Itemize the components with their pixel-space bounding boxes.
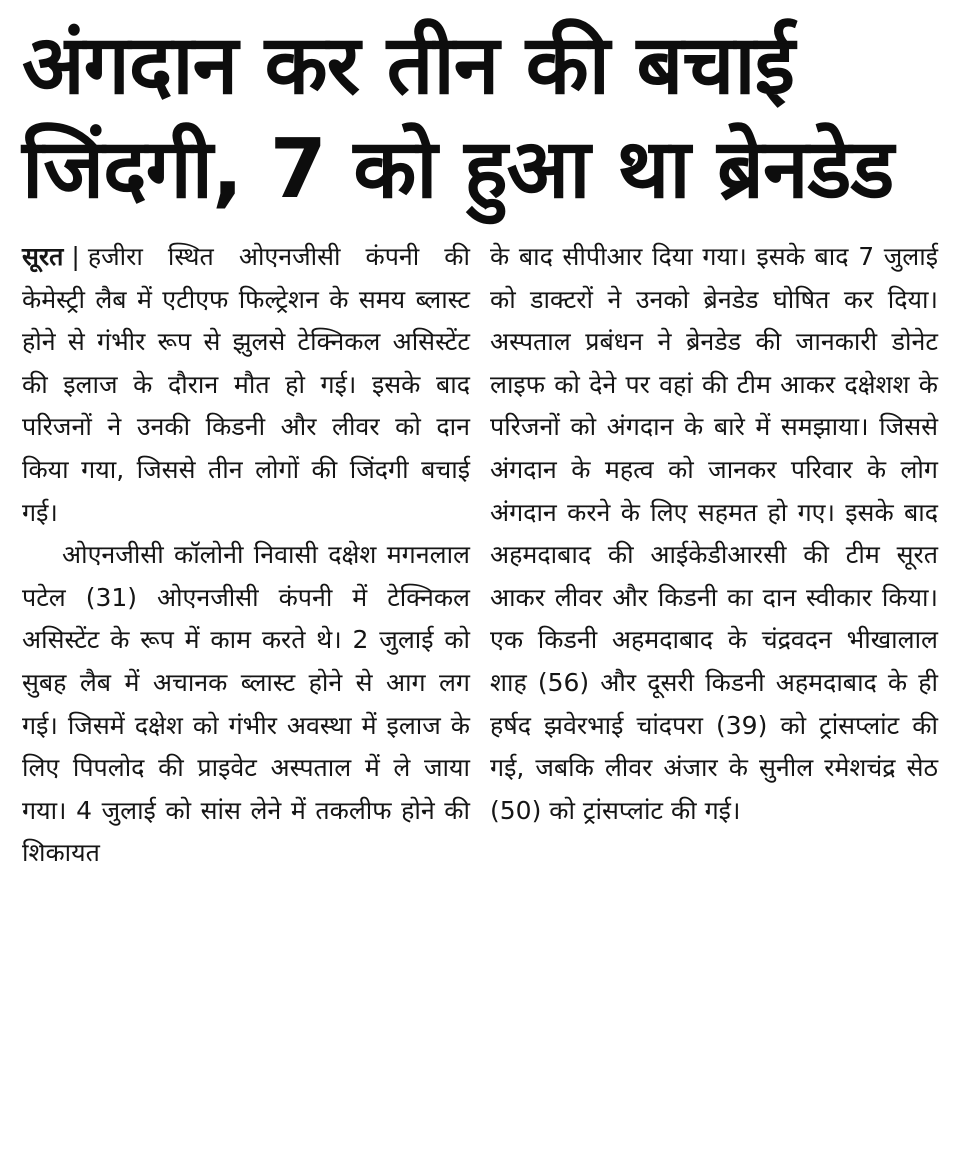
- paragraph-1-text: हजीरा स्थित ओएनजीसी कंपनी की केमेस्ट्री लैब में एटीएफ फिल्ट्रेशन के समय ब्लास्ट होने से गंभीर रूप से झुलसे टेक्निकल असिस्टेंट की इलाज के दौरान मौत हो गई। इसके बाद परिजनों ने उनकी किडनी और लीवर को दान किया गया, जिससे तीन लोगों की जिंदगी बचाई गई।: [22, 242, 470, 527]
- paragraph-2: ओएनजीसी कॉलोनी निवासी दक्षेश मगनलाल पटेल (31) ओएनजीसी कंपनी में टेक्निकल असिस्टेंट के रूप में काम करते थे। 2 जुलाई को सुबह लैब में अचानक ब्लास्ट होने से आग लग गई। जिसमें दक्षेश को गंभीर अवस्था में इलाज के लिए पिपलोद की प्राइवेट अस्पताल में ले जाया गया। 4 जुलाई को सांस लेने में तकलीफ होने की शिकायत: [22, 540, 470, 868]
- article-body: [22, 236, 938, 875]
- paragraph-3: के बाद सीपीआर दिया गया। इसके बाद 7 जुलाई को डाक्टरों ने उनको ब्रेनडेड घोषित कर दिया। अस्पताल प्रबंधन ने ब्रेनडेड की जानकारी डोनेट लाइफ को देने पर वहां की टीम आकर दक्षेशश के परिजनों को अंगदान के बारे में समझाया। जिससे अंगदान के महत्व को जानकर परिवार के लोग अंगदान करने के लिए सहमत हो गए। इसके बाद अहमदाबाद की आईकेडीआरसी की टीम सूरत आकर लीवर और किडनी का दान स्वीकार किया। एक किडनी अहमदाबाद के चंद्रवदन भीखालाल शाह (56) और दूसरी किडनी अहमदाबाद के ही हर्षद झवेरभाई चांदपरा (39) को ट्रांसप्लांट की गई, जबकि लीवर अंजार के सुनील रमेशचंद्र सेठ (50) को ट्रांसप्लांट की गई।: [490, 242, 938, 825]
- dateline: सूरत: [22, 242, 64, 271]
- paragraph-1: [22, 236, 470, 534]
- headline: [22, 14, 938, 222]
- headline-line-2: जिंदगी, 7 को हुआ था ब्रेनडेड: [22, 122, 894, 217]
- column-right: [490, 236, 938, 875]
- column-left: [22, 236, 470, 875]
- headline-line-1: अंगदान कर तीन की बचाई: [22, 18, 794, 113]
- dateline-separator: |: [71, 242, 80, 271]
